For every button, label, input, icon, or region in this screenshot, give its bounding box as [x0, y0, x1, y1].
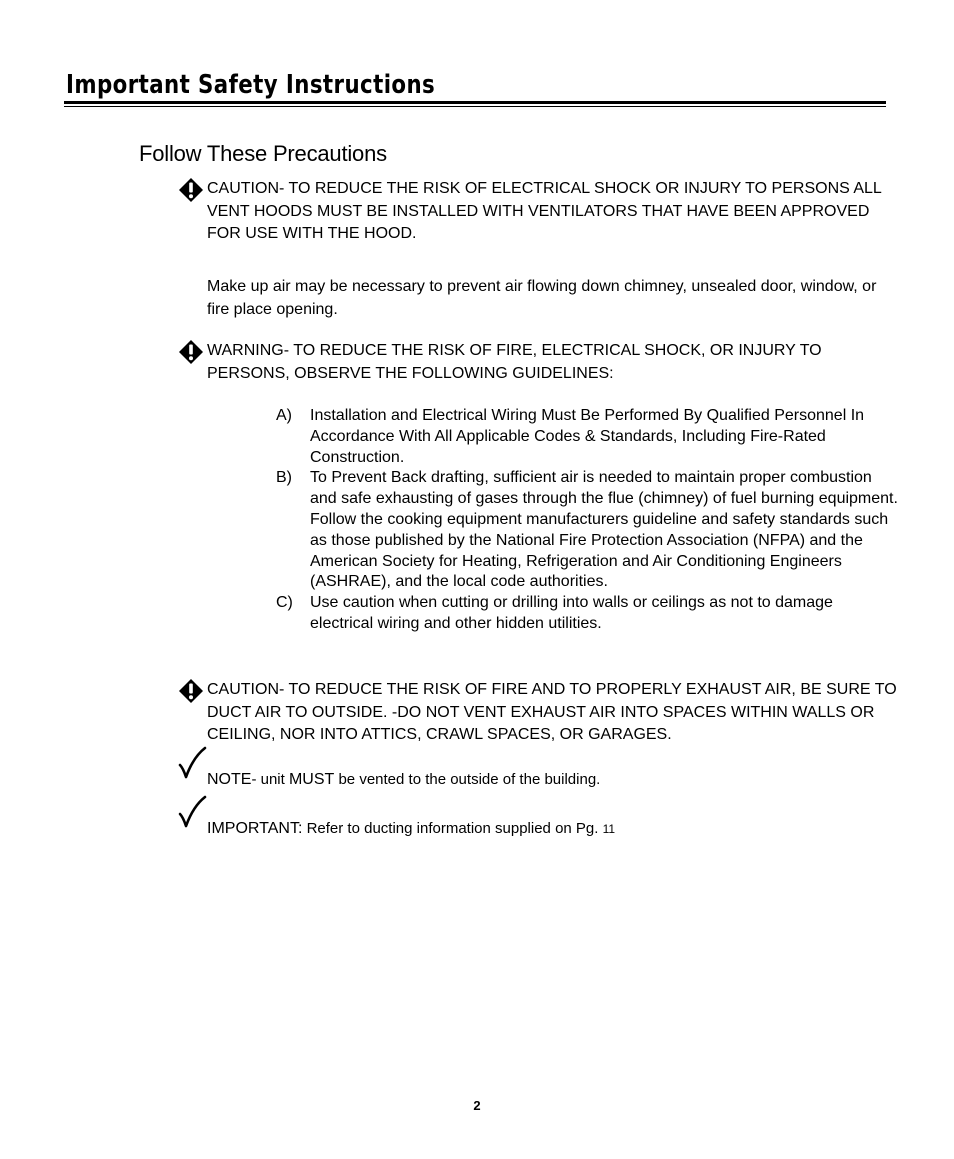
checkmark-icon: [178, 746, 208, 782]
note-emphasis: MUST: [288, 771, 335, 788]
title-rule-thick: [64, 101, 886, 104]
important-text: Refer to ducting information supplied on Pg.: [302, 820, 603, 837]
section-heading: Follow These Precautions: [139, 141, 387, 166]
important-line: [207, 820, 615, 838]
list-item: [276, 468, 898, 593]
list-marker: B): [276, 469, 292, 487]
note-text-after: be vented to the outside of the building.: [334, 771, 601, 788]
list-item: [276, 593, 898, 635]
caution-text: - TO REDUCE THE RISK OF ELECTRICAL SHOCK OR INJURY TO PERSONS ALL VENT HOODS MUST BE INSTALLED WITH VENTILATORS THAT HAVE BEEN APPROVED FOR USE WITH THE HOOD.: [207, 180, 882, 242]
page-number: 2: [473, 1098, 481, 1113]
list-marker: A): [276, 407, 292, 424]
list-item-text: To Prevent Back drafting, sufficient air is needed to maintain proper combustion and safe exhausting of gases through the flue (chimney) of fuel burning equipment. Follow the cooking equipment manufacturers guideline and safety standards such as those published by the National Fire Protection Association (NFPA) and the American Society for Heating, Refrigeration and Air Conditioning Engineers (ASHRAE), and the local code authorities.: [310, 469, 898, 591]
list-marker: C): [276, 594, 293, 612]
warning-label: WARNING: [207, 342, 284, 359]
important-page-ref: 11: [602, 822, 616, 836]
caution-label: CAUTION: [207, 681, 279, 698]
makeup-air-paragraph: Make up air may be necessary to prevent air flowing down chimney, unsealed door, window, or fire place opening.: [207, 278, 877, 318]
list-item-text: Installation and Electrical Wiring Must Be Performed By Qualified Personnel In Accordance With All Applicable Codes & Standards, Including Fire-Rated Construction.: [310, 407, 865, 466]
page-title: Important Safety Instructions: [66, 70, 436, 100]
warning-text: - TO REDUCE THE RISK OF FIRE, ELECTRICAL SHOCK, OR INJURY TO PERSONS, OBSERVE THE FOLLOWING GUIDELINES:: [207, 342, 822, 382]
caution-label: CAUTION: [207, 180, 279, 197]
list-item-text: Use caution when cutting or drilling into walls or ceilings as not to damage electrical wiring and other hidden utilities.: [310, 594, 833, 632]
warning-diamond-icon: [178, 339, 204, 365]
title-rule-thin: [64, 106, 886, 107]
note-text-before: - unit: [251, 771, 289, 788]
caution-text: - TO REDUCE THE RISK OF FIRE AND TO PROPERLY EXHAUST AIR, BE SURE TO DUCT AIR TO OUTSIDE. -DO NOT VENT EXHAUST AIR INTO SPACES WITHIN WALLS OR CEILING, NOR INTO ATTICS, CRAWL SPACES, OR GARAGES.: [207, 681, 897, 743]
guidelines-list: [276, 406, 898, 635]
note-label: NOTE: [207, 771, 252, 788]
warning-diamond-icon: [178, 678, 204, 704]
important-label: IMPORTANT:: [207, 820, 303, 837]
warning-diamond-icon: [178, 177, 204, 203]
note-line: [207, 771, 600, 789]
list-item: [276, 406, 898, 468]
checkmark-icon: [178, 795, 208, 831]
